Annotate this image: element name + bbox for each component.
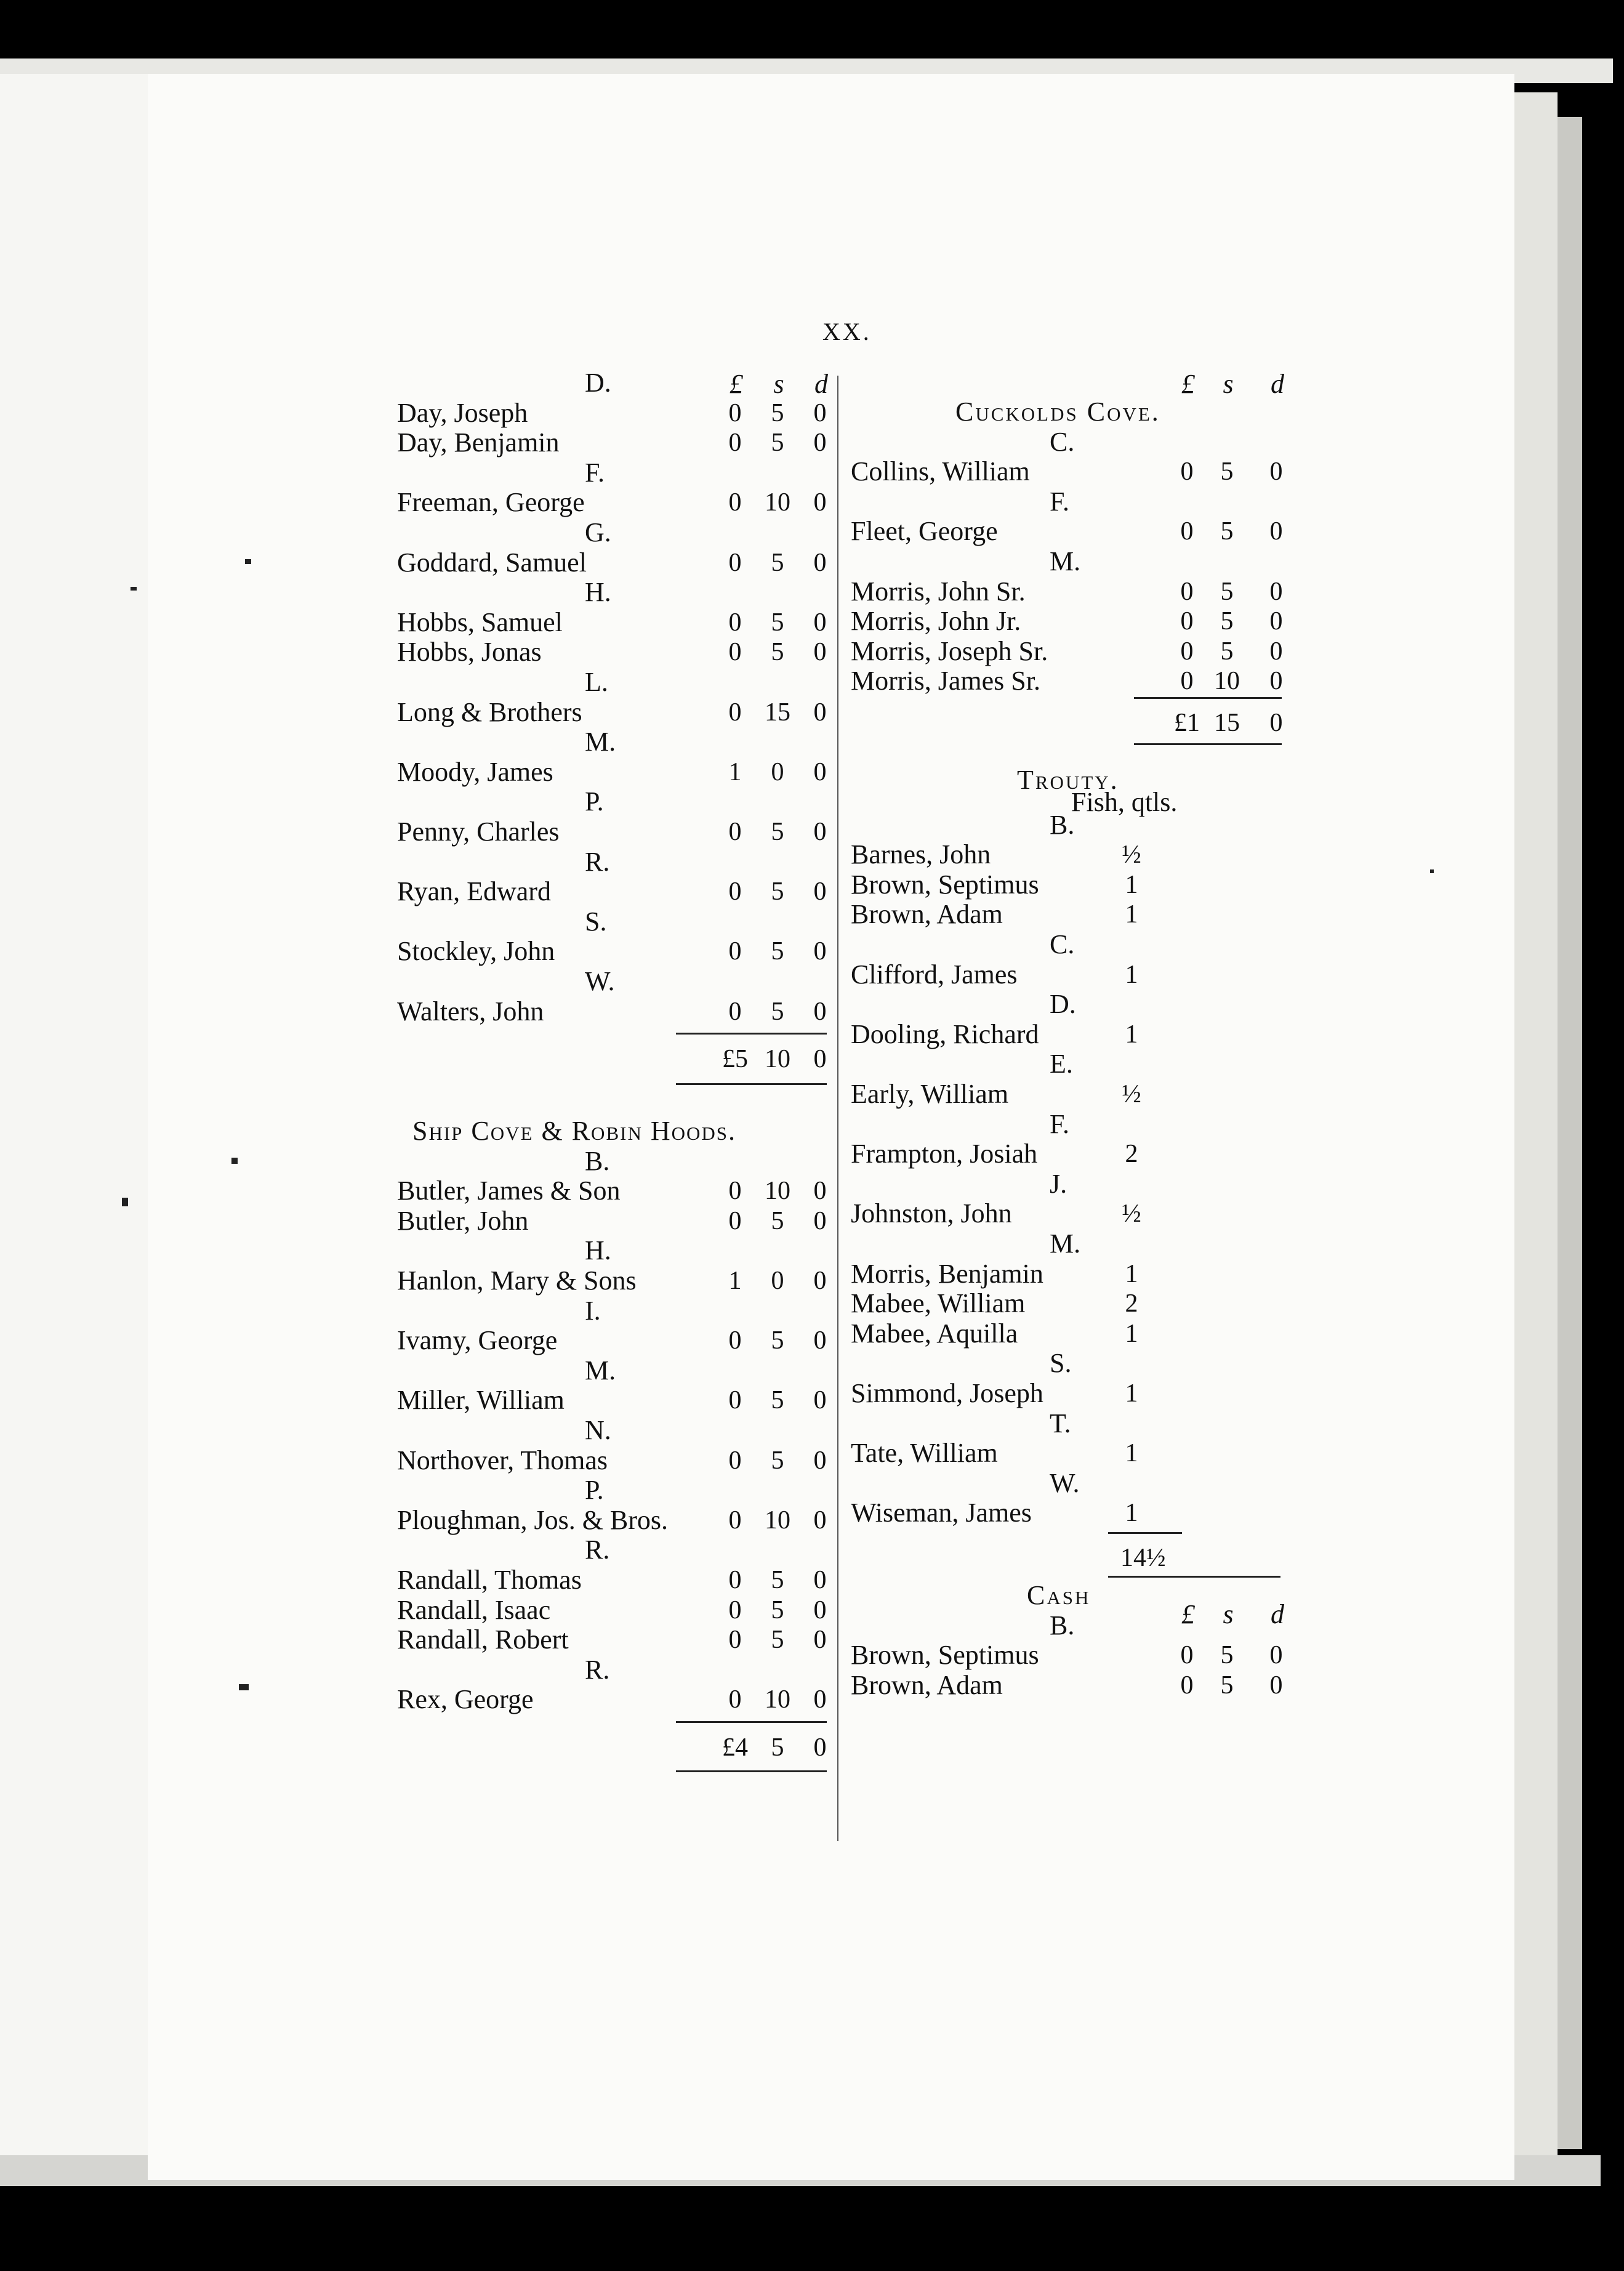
entry-shillings: 5 — [771, 548, 784, 577]
entry-pounds: 0 — [728, 488, 742, 517]
entry-shillings: 5 — [1220, 577, 1234, 606]
pounds-header: £ — [730, 369, 743, 399]
total-rule — [1134, 697, 1282, 699]
entry-quintals: 1 — [1125, 1379, 1138, 1408]
entry-name: Hobbs, Samuel — [397, 607, 563, 637]
entry-name: Brown, Septimus — [851, 869, 1039, 900]
entry-name: Randall, Robert — [397, 1624, 569, 1655]
entry-name: Simmond, Joseph — [851, 1378, 1043, 1409]
entry-pence: 0 — [813, 398, 827, 427]
pounds-header: £ — [1181, 369, 1195, 399]
entry-name: Butler, James & Son — [397, 1176, 621, 1206]
entry-shillings: 10 — [765, 488, 790, 517]
pence-header: d — [814, 369, 828, 399]
entry-pence: 0 — [813, 1506, 827, 1535]
entry-pence: 0 — [813, 997, 827, 1026]
entry-name: Goddard, Samuel — [397, 547, 587, 578]
entry-shillings: 5 — [771, 937, 784, 966]
entry-pounds: 0 — [1180, 637, 1194, 666]
entry-pounds: 0 — [728, 818, 742, 846]
entry-pounds: 0 — [728, 1566, 742, 1594]
section-letter: M. — [585, 1355, 616, 1386]
section-heading: Cuckolds Cove. — [955, 397, 1160, 427]
entry-pounds: 0 — [1180, 667, 1194, 696]
entry-pence: 0 — [1269, 667, 1283, 696]
entry-quintals: 1 — [1125, 1319, 1138, 1348]
section-letter: M. — [585, 727, 616, 757]
section-letter: H. — [585, 1235, 611, 1266]
speck-mark — [131, 587, 137, 591]
entry-name: Johnston, John — [851, 1198, 1012, 1229]
section-letter: T. — [1050, 1408, 1071, 1438]
column-divider — [837, 376, 838, 1841]
section-letter: P. — [585, 786, 604, 817]
entry-pence: 0 — [1269, 577, 1283, 606]
entry-name: Morris, John Sr. — [851, 576, 1026, 607]
total-underline — [676, 1083, 827, 1085]
entry-name: Penny, Charles — [397, 817, 560, 847]
speck-mark — [231, 1158, 238, 1164]
entry-name: Hanlon, Mary & Sons — [397, 1265, 637, 1296]
entry-name: Brown, Septimus — [851, 1640, 1039, 1671]
entry-pounds: 0 — [1180, 1671, 1194, 1700]
section-letter: F. — [1050, 486, 1069, 517]
entry-pence: 0 — [1269, 458, 1283, 486]
entry-name: Walters, John — [397, 996, 544, 1027]
entry-name: Tate, William — [851, 1438, 998, 1469]
entry-shillings: 10 — [765, 1506, 790, 1535]
section-letter: H. — [585, 577, 611, 608]
entry-name: Stockley, John — [397, 936, 555, 967]
entry-shillings: 5 — [1220, 1671, 1234, 1700]
section-letter: S. — [585, 906, 607, 937]
entry-pence: 0 — [813, 1566, 827, 1594]
entry-pounds: 0 — [728, 608, 742, 637]
speck-mark — [1430, 869, 1434, 873]
entry-quintals: 1 — [1125, 1259, 1138, 1288]
entry-shillings: 5 — [771, 1626, 784, 1655]
entry-name: Randall, Thomas — [397, 1565, 582, 1595]
entry-shillings: 5 — [771, 1326, 784, 1355]
entry-shillings: 10 — [1214, 667, 1240, 696]
entry-shillings: 0 — [771, 757, 784, 786]
section-letter: R. — [585, 1535, 610, 1565]
entry-quintals: 2 — [1125, 1289, 1138, 1318]
entry-quintals: 2 — [1125, 1140, 1138, 1169]
entry-pence: 0 — [1269, 637, 1283, 666]
entry-pence: 0 — [813, 877, 827, 906]
entry-shillings: 5 — [771, 1206, 784, 1235]
section-letter: R. — [585, 846, 610, 877]
entry-name: Morris, John Jr. — [851, 606, 1021, 637]
entry-name: Hobbs, Jonas — [397, 637, 542, 668]
entry-name: Day, Benjamin — [397, 427, 560, 458]
entry-pence: 0 — [813, 937, 827, 966]
entry-name: Morris, Joseph Sr. — [851, 635, 1048, 666]
section-letter: G. — [585, 517, 611, 547]
section-heading: Cash — [1027, 1580, 1091, 1611]
total-rule — [1108, 1532, 1182, 1534]
entry-shillings: 10 — [765, 1177, 790, 1206]
entry-pounds: 0 — [728, 429, 742, 458]
entry-pence: 0 — [813, 1267, 827, 1295]
entry-quintals: ½ — [1122, 841, 1141, 869]
entry-pence: 0 — [813, 818, 827, 846]
total-underline — [1108, 1576, 1280, 1578]
entry-pounds: 0 — [728, 1626, 742, 1655]
entry-pounds: 1 — [728, 1267, 742, 1295]
entry-pence: 0 — [813, 1626, 827, 1655]
entry-pence: 0 — [813, 1206, 827, 1235]
entry-name: Barnes, John — [851, 839, 991, 870]
entry-quintals: 1 — [1125, 1439, 1138, 1468]
entry-pence: 0 — [813, 698, 827, 727]
entry-shillings: 5 — [771, 398, 784, 427]
total-pounds: £1 — [1174, 709, 1200, 738]
entry-name: Early, William — [851, 1079, 1009, 1110]
entry-pence: 0 — [813, 638, 827, 667]
entry-name: Ploughman, Jos. & Bros. — [397, 1504, 669, 1535]
entry-shillings: 5 — [771, 1446, 784, 1475]
entry-name: Clifford, James — [851, 959, 1018, 990]
section-letter: C. — [1050, 426, 1075, 457]
entry-pence: 0 — [1269, 1641, 1283, 1670]
right-page-edge — [1514, 92, 1558, 2161]
speck-mark — [122, 1198, 128, 1206]
entry-quintals: ½ — [1122, 1200, 1141, 1228]
entry-pence: 0 — [813, 488, 827, 517]
entry-pence: 0 — [813, 1446, 827, 1475]
entry-pounds: 0 — [728, 398, 742, 427]
entry-name: Ryan, Edward — [397, 876, 551, 907]
entry-shillings: 15 — [765, 698, 790, 727]
entry-name: Morris, Benjamin — [851, 1258, 1043, 1289]
total-shillings: 15 — [1214, 709, 1240, 738]
section-letter: F. — [1050, 1108, 1069, 1139]
entry-quintals: 1 — [1125, 960, 1138, 989]
entry-name: Long & Brothers — [397, 696, 582, 727]
section-letter: P. — [585, 1475, 604, 1506]
entry-quintals: 1 — [1125, 1020, 1138, 1049]
pence-header: d — [1271, 369, 1284, 399]
entry-pounds: 0 — [728, 877, 742, 906]
shillings-header: s — [1223, 1599, 1234, 1630]
entry-shillings: 5 — [771, 1386, 784, 1415]
section-letter: B. — [1050, 1610, 1075, 1640]
section-letter: B. — [585, 1145, 610, 1176]
total-pence: 0 — [813, 1045, 827, 1074]
shillings-header: s — [773, 369, 784, 399]
total-pounds: £5 — [722, 1045, 748, 1074]
page-number: XX. — [822, 318, 872, 345]
entry-pounds: 0 — [1180, 517, 1194, 546]
entry-name: Morris, James Sr. — [851, 666, 1040, 696]
entry-shillings: 5 — [1220, 607, 1234, 636]
entry-pounds: 0 — [728, 1446, 742, 1475]
total-rule — [676, 1033, 827, 1035]
entry-pounds: 0 — [728, 937, 742, 966]
entry-name: Wiseman, James — [851, 1498, 1032, 1528]
entry-pounds: 0 — [728, 698, 742, 727]
entry-pence: 0 — [1269, 1671, 1283, 1700]
entry-pence: 0 — [813, 1595, 827, 1624]
entry-pounds: 0 — [728, 1685, 742, 1714]
entry-name: Dooling, Richard — [851, 1019, 1039, 1049]
entry-name: Brown, Adam — [851, 899, 1003, 930]
total-pounds: £4 — [722, 1733, 748, 1762]
entry-pounds: 0 — [1180, 1641, 1194, 1670]
pounds-header: £ — [1181, 1599, 1195, 1630]
total-underline — [1134, 743, 1282, 745]
entry-pounds: 0 — [728, 1326, 742, 1355]
entry-pounds: 0 — [728, 997, 742, 1026]
entry-pounds: 0 — [728, 1386, 742, 1415]
entry-pence: 0 — [813, 429, 827, 458]
entry-quintals: ½ — [1122, 1080, 1141, 1109]
entry-quintals: 1 — [1125, 870, 1138, 899]
entry-shillings: 5 — [771, 429, 784, 458]
entry-pounds: 0 — [1180, 458, 1194, 486]
entry-shillings: 5 — [1220, 517, 1234, 546]
entry-name: Butler, John — [397, 1205, 529, 1236]
section-letter: C. — [1050, 929, 1075, 960]
section-letter: I. — [585, 1295, 601, 1326]
entry-pounds: 0 — [728, 1177, 742, 1206]
entry-name: Collins, William — [851, 456, 1030, 487]
entry-shillings: 5 — [1220, 458, 1234, 486]
entry-shillings: 5 — [1220, 1641, 1234, 1670]
speck-mark — [239, 1684, 249, 1690]
entry-shillings: 5 — [771, 997, 784, 1026]
shillings-header: s — [1223, 369, 1234, 399]
entry-name: Rex, George — [397, 1684, 534, 1715]
entry-name: Randall, Isaac — [397, 1594, 551, 1625]
entry-pounds: 0 — [1180, 577, 1194, 606]
section-heading: Trouty. — [1017, 764, 1119, 795]
section-letter: D. — [585, 368, 611, 398]
entry-pounds: 0 — [728, 1206, 742, 1235]
section-letter: B. — [1050, 809, 1075, 840]
section-letter: S. — [1050, 1348, 1072, 1379]
entry-name: Day, Joseph — [397, 397, 528, 428]
entry-name: Ivamy, George — [397, 1325, 558, 1356]
speck-mark — [245, 559, 251, 564]
entry-pounds: 0 — [728, 1595, 742, 1624]
entry-pence: 0 — [813, 548, 827, 577]
section-letter: F. — [585, 457, 605, 488]
pence-header: d — [1271, 1599, 1284, 1630]
entry-name: Northover, Thomas — [397, 1445, 608, 1475]
entry-name: Fleet, George — [851, 516, 998, 547]
entry-shillings: 5 — [771, 638, 784, 667]
entry-quintals: 1 — [1125, 900, 1138, 929]
entry-pence: 0 — [1269, 517, 1283, 546]
section-letter: W. — [1050, 1467, 1080, 1498]
total-rule — [676, 1721, 827, 1723]
entry-shillings: 5 — [771, 877, 784, 906]
subheading: Fish, qtls. — [1071, 787, 1178, 818]
total-pence: 0 — [813, 1733, 827, 1762]
section-letter: L. — [585, 667, 608, 697]
entry-pence: 0 — [813, 1326, 827, 1355]
entry-pounds: 0 — [728, 1506, 742, 1535]
entry-name: Freeman, George — [397, 487, 585, 518]
entry-name: Brown, Adam — [851, 1669, 1003, 1700]
entry-shillings: 5 — [771, 608, 784, 637]
entry-name: Mabee, William — [851, 1288, 1026, 1319]
total-shillings: 10 — [765, 1045, 790, 1074]
entry-pence: 0 — [813, 1685, 827, 1714]
entry-shillings: 0 — [771, 1267, 784, 1295]
entry-pence: 0 — [813, 1386, 827, 1415]
entry-shillings: 10 — [765, 1685, 790, 1714]
entry-shillings: 5 — [771, 1595, 784, 1624]
total-underline — [676, 1770, 827, 1772]
section-letter: J. — [1050, 1168, 1067, 1199]
entry-pounds: 0 — [728, 548, 742, 577]
entry-shillings: 5 — [1220, 637, 1234, 666]
entry-quintals: 1 — [1125, 1499, 1138, 1528]
entry-pounds: 1 — [728, 757, 742, 786]
entry-name: Moody, James — [397, 756, 553, 787]
entry-pounds: 0 — [1180, 607, 1194, 636]
section-letter: R. — [585, 1654, 610, 1685]
entry-pence: 0 — [813, 1177, 827, 1206]
entry-name: Frampton, Josiah — [851, 1139, 1038, 1169]
section-letter: N. — [585, 1415, 611, 1445]
entry-pence: 0 — [813, 757, 827, 786]
section-letter: E. — [1050, 1049, 1073, 1079]
entry-name: Miller, William — [397, 1385, 565, 1416]
entry-pence: 0 — [1269, 607, 1283, 636]
total-shillings: 5 — [771, 1733, 784, 1762]
entry-name: Mabee, Aquilla — [851, 1318, 1018, 1349]
right-page-edge-shadow — [1558, 117, 1582, 2149]
entry-pounds: 0 — [728, 638, 742, 667]
total-quintals: 14½ — [1120, 1544, 1166, 1573]
section-letter: M. — [1050, 1228, 1081, 1259]
section-letter: D. — [1050, 989, 1076, 1020]
section-letter: W. — [585, 966, 615, 996]
entry-shillings: 5 — [771, 1566, 784, 1594]
section-letter: M. — [1050, 546, 1081, 576]
total-pence: 0 — [1269, 709, 1283, 738]
entry-pence: 0 — [813, 608, 827, 637]
entry-shillings: 5 — [771, 818, 784, 846]
section-heading: Ship Cove & Robin Hoods. — [412, 1116, 737, 1146]
